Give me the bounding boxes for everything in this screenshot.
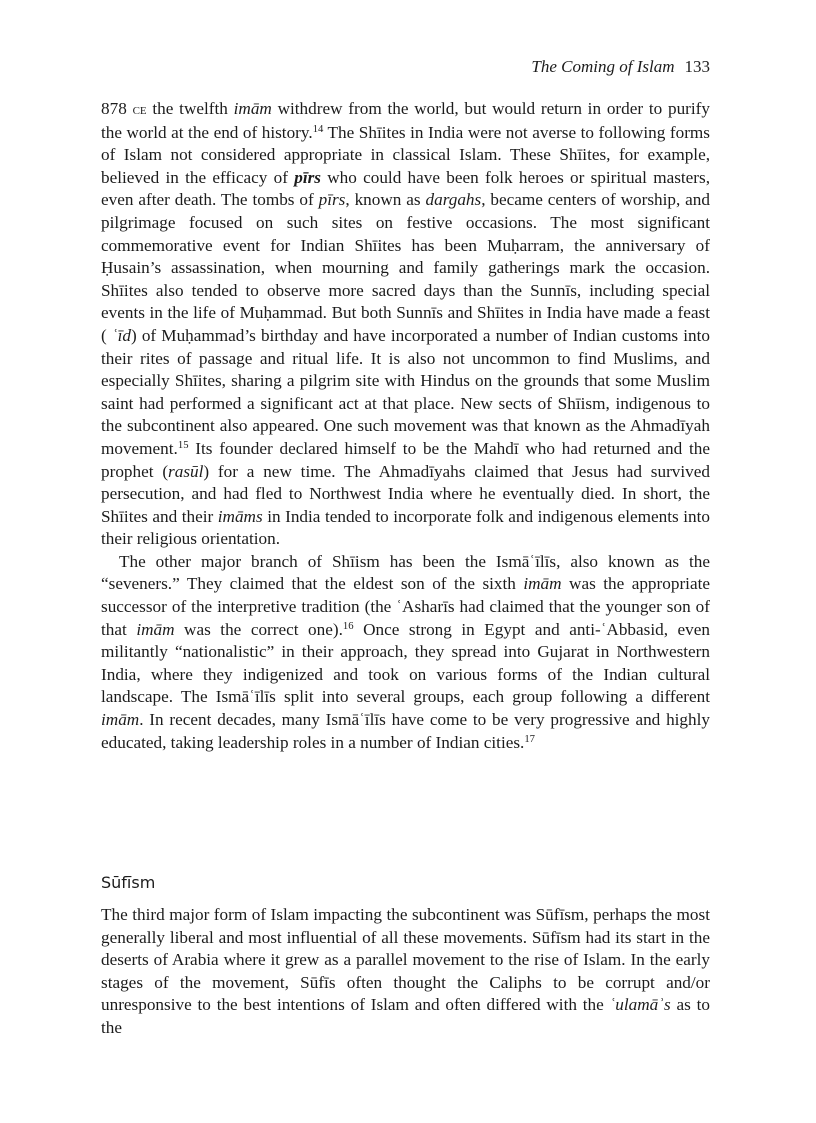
page-number: 133	[684, 57, 710, 76]
footnote-ref-16: 16	[342, 620, 354, 632]
text-span: was the correct one).	[174, 619, 343, 639]
text-span: was the appropriate successor of the interpretive tradition (the ʿAsharīs had claimed that the younger son of that	[101, 574, 710, 639]
running-head-title: The Coming of Islam	[531, 57, 675, 76]
main-text-upper	[101, 98, 710, 754]
text-span: , became centers of worship, and pilgrimage focused on such sites on festive occasions. The most significant commemorative event for Indian Shīites has been Muḥarram, the anniversary of Ḥusain’s assassination, when mourning and family gatherings mark the occasion. Shīites also tended to observe more sacred days than the Sunnīs, including special events in the life of Muḥammad. But both Sunnīs and Shīites in India have made a feast (	[101, 190, 710, 345]
text-span: , known as	[345, 190, 426, 210]
paragraph-shiites-india	[101, 98, 710, 551]
paragraph-sufism	[101, 904, 710, 1040]
italic-term: ʿīd	[111, 325, 131, 345]
italic-term: imām	[101, 710, 140, 730]
text-span: in India tended to incorporate folk and indigenous elements into their religious orientation.	[101, 506, 710, 549]
bold-italic-term: pīrs	[294, 167, 321, 187]
text-span: The other major branch of Shīism has been the Ismāʿīlīs, also known as the “seveners.” They claimed that the eldest son of the sixth	[101, 551, 710, 594]
italic-term: rasūl	[168, 461, 204, 481]
text-span: . In recent decades, many Ismāʿīlīs have come to be very progressive and highly educated, taking leadership roles in a number of Indian cities.	[101, 710, 710, 752]
italic-term: imāms	[217, 506, 263, 526]
text-span: 878	[101, 99, 133, 118]
paragraph-ismailis	[101, 551, 710, 754]
footnote-ref-17: 17	[524, 733, 535, 745]
text-span: Once strong in Egypt and anti-ʿAbbasid, even militantly “nationalistic” in their approach, they spread into Gujarat in Northwestern India, where they indigenized and took on various forms of the Indian cultural landscape. The Ismāʿīlīs split into several groups, each group following a different	[101, 619, 710, 707]
section-heading: Sūfīsm	[101, 873, 156, 892]
italic-term: ʿulamāʾs	[609, 995, 671, 1015]
text-span: The Shīites in India were not averse to following forms of Islam not considered appropriate in classical Islam. These Shīites, for example, believed in the efficacy of	[101, 122, 710, 187]
text-span: Its founder declared himself to be the Mahdī who had returned and the prophet (	[101, 438, 710, 481]
italic-term: imām	[136, 619, 175, 639]
text-span: who could have been folk heroes or spiritual masters, even after death. The tombs of	[101, 167, 710, 210]
text-span: as to the	[101, 995, 711, 1037]
footnote-ref-14: 14	[312, 123, 324, 135]
italic-term: pīrs	[318, 190, 346, 210]
italic-term: imām	[233, 99, 272, 118]
italic-term: imām	[523, 574, 562, 594]
text-span: the twelfth	[146, 99, 234, 118]
italic-term: dargahs	[425, 190, 482, 210]
text-span: withdrew from the world, but would return in order to purify the world at the end of history.	[101, 99, 710, 142]
era-abbreviation: ce	[132, 101, 147, 118]
main-text-lower	[101, 904, 710, 1040]
footnote-ref-15: 15	[177, 440, 189, 452]
text-span: ) of Muḥammad’s birthday and have incorporated a number of Indian customs into their rites of passage and ritual life. It is also not uncommon to find Muslims, and especially Shīites, sharing a pilgrim site with Hindus on the grounds that some Muslim saint had performed a significant act at that place. New sects of Shīism, indigenous to the subcontinent also appeared. One such movement was that known as the Ahmadīyah movement.	[101, 325, 710, 458]
running-head	[531, 55, 710, 79]
text-span: ) for a new time. The Ahmadīyahs claimed that Jesus had survived persecution, and had fled to Northwest India where he eventually died. In short, the Shīites and their	[101, 461, 710, 526]
text-span: The third major form of Islam impacting the subcontinent was Sūfīsm, perhaps the most generally liberal and most influential of all these movements. Sūfīsm had its start in the deserts of Arabia where it grew as a parallel movement to the rise of Islam. In the early stages of the movement, Sūfīs often thought the Caliphs to be corrupt and/or unresponsive to the best intentions of Islam and often differed with the	[101, 905, 710, 1015]
